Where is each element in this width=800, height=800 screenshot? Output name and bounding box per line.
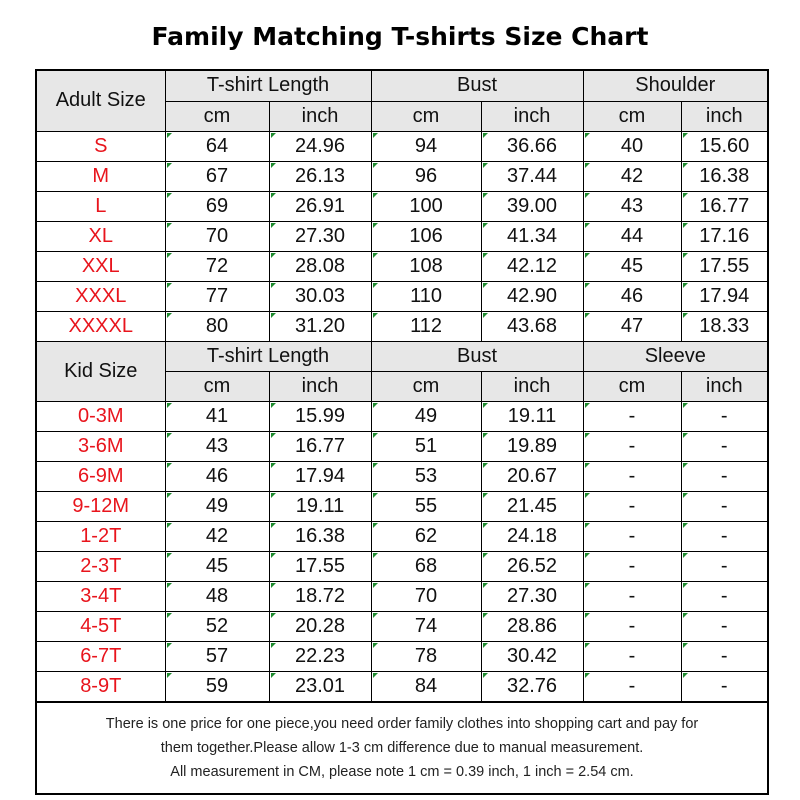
- table-cell: 42.12: [481, 251, 583, 281]
- table-cell: 51: [371, 431, 481, 461]
- table-row: [37, 581, 767, 611]
- page-title: Family Matching T-shirts Size Chart: [151, 22, 649, 51]
- adult-unit-header: cm: [583, 101, 681, 131]
- table-row: [37, 401, 767, 431]
- table-row: [37, 191, 767, 221]
- table-cell: 30.42: [481, 641, 583, 671]
- size-label: M: [37, 161, 165, 191]
- table-cell: 24.96: [269, 131, 371, 161]
- table-cell: 41.34: [481, 221, 583, 251]
- table-cell: 16.38: [269, 521, 371, 551]
- table-cell: 19.11: [481, 401, 583, 431]
- table-cell: 42: [583, 161, 681, 191]
- kid-group-header-bust: Bust: [371, 341, 583, 371]
- table-cell: -: [681, 611, 767, 641]
- table-cell: 49: [371, 401, 481, 431]
- note-line-1: There is one price for one piece,you need order family clothes into shopping cart and pay for: [105, 716, 699, 732]
- table-cell: 36.66: [481, 131, 583, 161]
- size-label: 6-7T: [37, 641, 165, 671]
- table-row: [37, 521, 767, 551]
- table-cell: 32.76: [481, 671, 583, 701]
- table-cell: 20.28: [269, 611, 371, 641]
- adult-size-header: Adult Size: [37, 71, 165, 131]
- size-label: 0-3M: [37, 401, 165, 431]
- table-row: [37, 641, 767, 671]
- table-cell: 94: [371, 131, 481, 161]
- table-cell: 46: [165, 461, 269, 491]
- table-cell: 53: [371, 461, 481, 491]
- table-cell: 22.23: [269, 641, 371, 671]
- table-cell: 43: [165, 431, 269, 461]
- table-cell: 74: [371, 611, 481, 641]
- kid-group-header-t-shirt-length: T-shirt Length: [165, 341, 371, 371]
- table-cell: 44: [583, 221, 681, 251]
- table-cell: 108: [371, 251, 481, 281]
- table-row: [37, 461, 767, 491]
- table-cell: 15.99: [269, 401, 371, 431]
- table-cell: -: [583, 581, 681, 611]
- table-cell: 64: [165, 131, 269, 161]
- kid-unit-header: inch: [269, 371, 371, 401]
- note-line-3: All measurement in CM, please note 1 cm = 0.39 inch, 1 inch = 2.54 cm.: [170, 764, 634, 780]
- table-cell: 17.94: [269, 461, 371, 491]
- table-cell: 68: [371, 551, 481, 581]
- table-cell: 52: [165, 611, 269, 641]
- table-cell: 106: [371, 221, 481, 251]
- kid-size-header: Kid Size: [37, 341, 165, 401]
- table-row: [37, 671, 767, 701]
- size-label: L: [37, 191, 165, 221]
- size-label: 4-5T: [37, 611, 165, 641]
- adult-unit-header: cm: [165, 101, 269, 131]
- table-cell: 21.45: [481, 491, 583, 521]
- table-cell: 46: [583, 281, 681, 311]
- size-label: 1-2T: [37, 521, 165, 551]
- table-cell: 96: [371, 161, 481, 191]
- table-cell: 45: [583, 251, 681, 281]
- table-cell: -: [583, 521, 681, 551]
- kid-group-header-sleeve: Sleeve: [583, 341, 767, 371]
- table-row: [37, 221, 767, 251]
- kid-header-row: [37, 341, 767, 371]
- table-cell: -: [583, 671, 681, 701]
- table-cell: 26.52: [481, 551, 583, 581]
- table-cell: 16.77: [269, 431, 371, 461]
- table-cell: 18.33: [681, 311, 767, 341]
- adult-group-header-shoulder: Shoulder: [583, 71, 767, 101]
- table-cell: 16.77: [681, 191, 767, 221]
- table-cell: 20.67: [481, 461, 583, 491]
- table-cell: 31.20: [269, 311, 371, 341]
- table-cell: 55: [371, 491, 481, 521]
- size-label: 3-4T: [37, 581, 165, 611]
- table-cell: 57: [165, 641, 269, 671]
- table-cell: -: [583, 611, 681, 641]
- table-cell: 43.68: [481, 311, 583, 341]
- table-cell: -: [681, 581, 767, 611]
- size-label: XL: [37, 221, 165, 251]
- table-cell: 49: [165, 491, 269, 521]
- table-cell: -: [583, 491, 681, 521]
- table-cell: 45: [165, 551, 269, 581]
- table-row: [37, 491, 767, 521]
- table-cell: -: [583, 641, 681, 671]
- table-cell: 23.01: [269, 671, 371, 701]
- table-cell: -: [681, 551, 767, 581]
- size-label: XXL: [37, 251, 165, 281]
- table-cell: -: [583, 431, 681, 461]
- table-row: [37, 161, 767, 191]
- table-cell: 16.38: [681, 161, 767, 191]
- table-cell: -: [583, 461, 681, 491]
- table-cell: 19.11: [269, 491, 371, 521]
- table-row: [37, 311, 767, 341]
- table-cell: 62: [371, 521, 481, 551]
- kid-unit-header: cm: [583, 371, 681, 401]
- table-cell: 84: [371, 671, 481, 701]
- table-cell: 77: [165, 281, 269, 311]
- table-cell: 30.03: [269, 281, 371, 311]
- size-label: 6-9M: [37, 461, 165, 491]
- size-chart: [35, 69, 769, 795]
- table-cell: 24.18: [481, 521, 583, 551]
- note-box: [37, 702, 767, 793]
- table-cell: 15.60: [681, 131, 767, 161]
- table-cell: 70: [165, 221, 269, 251]
- table-row: [37, 611, 767, 641]
- table-cell: 80: [165, 311, 269, 341]
- kid-unit-header: cm: [165, 371, 269, 401]
- table-cell: -: [681, 521, 767, 551]
- table-cell: 26.91: [269, 191, 371, 221]
- table-cell: 42: [165, 521, 269, 551]
- table-cell: 48: [165, 581, 269, 611]
- table-cell: 112: [371, 311, 481, 341]
- size-table-body: [37, 71, 767, 701]
- table-row: [37, 131, 767, 161]
- adult-group-header-bust: Bust: [371, 71, 583, 101]
- table-cell: 39.00: [481, 191, 583, 221]
- table-cell: 27.30: [269, 221, 371, 251]
- table-cell: 100: [371, 191, 481, 221]
- table-cell: -: [681, 671, 767, 701]
- size-label: S: [37, 131, 165, 161]
- size-label: XXXL: [37, 281, 165, 311]
- adult-header-row: [37, 71, 767, 101]
- table-row: [37, 281, 767, 311]
- table-cell: 47: [583, 311, 681, 341]
- table-cell: -: [583, 551, 681, 581]
- table-cell: -: [681, 431, 767, 461]
- table-cell: 28.08: [269, 251, 371, 281]
- table-cell: 69: [165, 191, 269, 221]
- note-line-2: them together.Please allow 1-3 cm difference due to manual measurement.: [160, 740, 644, 756]
- table-cell: 26.13: [269, 161, 371, 191]
- adult-unit-header: inch: [681, 101, 767, 131]
- size-table: [37, 71, 767, 702]
- table-cell: 18.72: [269, 581, 371, 611]
- kid-unit-header: inch: [681, 371, 767, 401]
- table-cell: 67: [165, 161, 269, 191]
- table-cell: 40: [583, 131, 681, 161]
- table-cell: 110: [371, 281, 481, 311]
- size-label: 3-6M: [37, 431, 165, 461]
- table-cell: -: [681, 401, 767, 431]
- table-cell: 78: [371, 641, 481, 671]
- size-label: 2-3T: [37, 551, 165, 581]
- size-label: 8-9T: [37, 671, 165, 701]
- size-label: 9-12M: [37, 491, 165, 521]
- table-cell: 17.94: [681, 281, 767, 311]
- adult-unit-header: cm: [371, 101, 481, 131]
- table-cell: -: [681, 491, 767, 521]
- table-cell: 59: [165, 671, 269, 701]
- size-label: XXXXL: [37, 311, 165, 341]
- table-cell: -: [681, 461, 767, 491]
- table-cell: 42.90: [481, 281, 583, 311]
- table-row: [37, 551, 767, 581]
- kid-unit-header: cm: [371, 371, 481, 401]
- table-cell: 43: [583, 191, 681, 221]
- table-cell: 70: [371, 581, 481, 611]
- table-cell: 72: [165, 251, 269, 281]
- adult-unit-header: inch: [481, 101, 583, 131]
- table-cell: 27.30: [481, 581, 583, 611]
- table-cell: -: [681, 641, 767, 671]
- table-cell: -: [583, 401, 681, 431]
- table-row: [37, 251, 767, 281]
- table-cell: 17.55: [269, 551, 371, 581]
- table-cell: 41: [165, 401, 269, 431]
- table-cell: 28.86: [481, 611, 583, 641]
- table-cell: 37.44: [481, 161, 583, 191]
- table-cell: 17.16: [681, 221, 767, 251]
- kid-unit-header: inch: [481, 371, 583, 401]
- table-cell: 17.55: [681, 251, 767, 281]
- adult-unit-header: inch: [269, 101, 371, 131]
- adult-group-header-t-shirt-length: T-shirt Length: [165, 71, 371, 101]
- table-cell: 19.89: [481, 431, 583, 461]
- table-row: [37, 431, 767, 461]
